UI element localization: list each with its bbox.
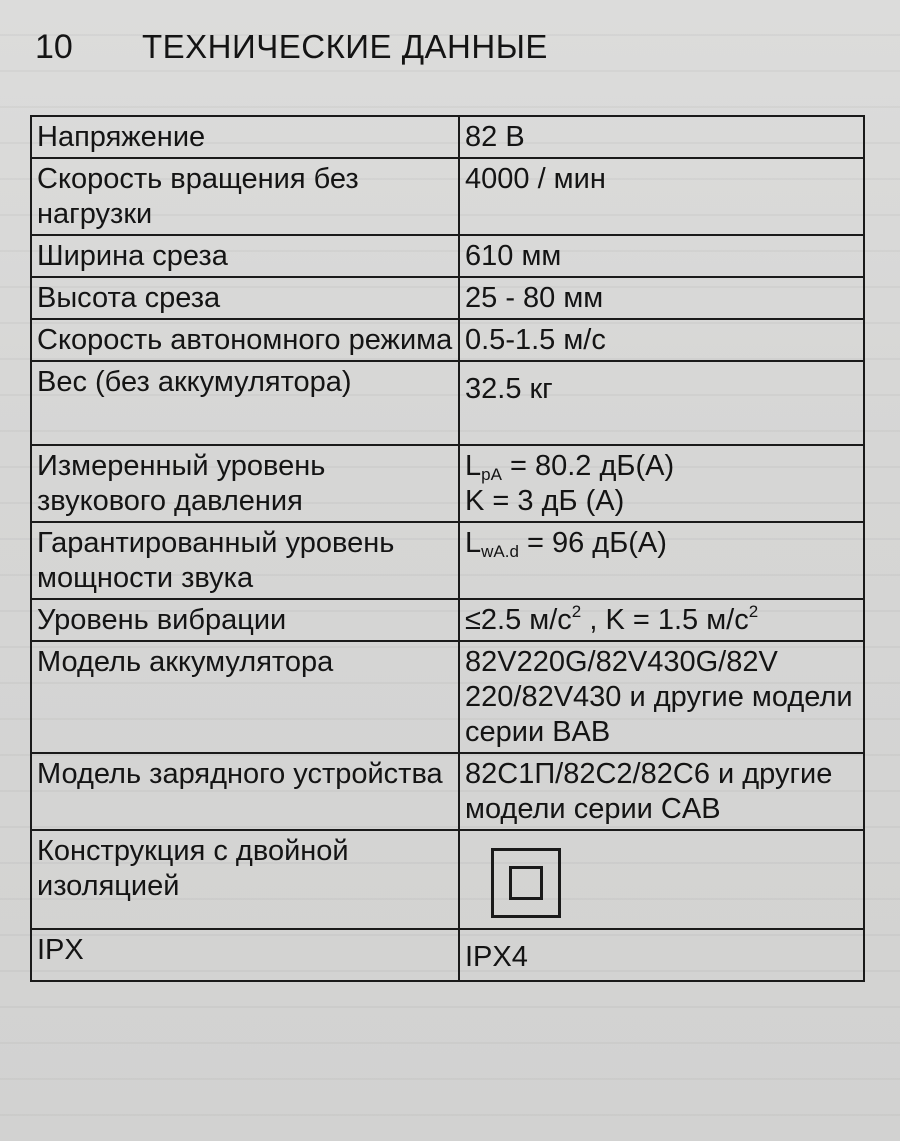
vibration-value: ≤2.5 м/с — [465, 604, 572, 636]
spec-value — [459, 830, 864, 929]
table-row — [31, 445, 864, 522]
table-row — [31, 158, 864, 235]
spec-label: Конструкция с двойной изоляцией — [31, 830, 459, 929]
spec-label: Гарантированный уровень мощности звука — [31, 522, 459, 599]
table-row — [31, 753, 864, 830]
spec-value — [459, 599, 864, 641]
table-row — [31, 929, 864, 981]
sound-power-symbol: L — [465, 527, 482, 559]
spec-label: Модель аккумулятора — [31, 641, 459, 753]
spec-value: 25 - 80 мм — [459, 277, 864, 319]
specs-table — [30, 115, 865, 982]
table-row — [31, 319, 864, 361]
table-row — [31, 830, 864, 929]
page-number: 10 — [35, 28, 73, 66]
spec-value: 32.5 кг — [459, 361, 864, 445]
spec-label: Напряжение — [31, 116, 459, 158]
table-row — [31, 277, 864, 319]
sound-pressure-uncertainty: K = 3 дБ (A) — [465, 485, 625, 517]
spec-label: Модель зарядного устройства — [31, 753, 459, 830]
spec-label: IPX — [31, 929, 459, 981]
table-row — [31, 522, 864, 599]
spec-value: 82V220G/82V430G/82V 220/82V430 и другие модели серии BAB — [459, 641, 864, 753]
sound-pressure-symbol: L — [465, 450, 482, 482]
sound-power-subscript: wA.d — [481, 542, 519, 561]
spec-value — [459, 445, 864, 522]
spec-value — [459, 522, 864, 599]
spec-value: 82 В — [459, 116, 864, 158]
spec-value: IPX4 — [459, 929, 864, 981]
spec-label: Уровень вибрации — [31, 599, 459, 641]
spec-value: 610 мм — [459, 235, 864, 277]
vibration-exponent: 2 — [571, 602, 582, 621]
page-title: ТЕХНИЧЕСКИЕ ДАННЫЕ — [142, 28, 548, 65]
sound-power-value: = 96 дБ(A) — [527, 527, 667, 559]
spec-value: 0.5-1.5 м/с — [459, 319, 864, 361]
spec-label: Высота среза — [31, 277, 459, 319]
spec-value: 82C1П/82C2/82C6 и другие модели серии CAB — [459, 753, 864, 830]
table-row — [31, 599, 864, 641]
table-row — [31, 641, 864, 753]
vibration-uncertainty: , K = 1.5 м/с — [589, 604, 749, 636]
spec-label: Скорость автономного режима — [31, 319, 459, 361]
spec-label: Скорость вращения без нагрузки — [31, 158, 459, 235]
spec-label: Ширина среза — [31, 235, 459, 277]
spec-label: Вес (без аккумулятора) — [31, 361, 459, 445]
table-row — [31, 361, 864, 445]
vibration-uncertainty-exponent: 2 — [748, 602, 759, 621]
double-insulation-icon — [491, 848, 561, 918]
sound-pressure-value: = 80.2 дБ(A) — [510, 450, 675, 482]
table-row — [31, 116, 864, 158]
spec-label: Измеренный уровень звукового давления — [31, 445, 459, 522]
sound-pressure-subscript: pA — [481, 465, 502, 484]
spec-value: 4000 / мин — [459, 158, 864, 235]
table-row — [31, 235, 864, 277]
